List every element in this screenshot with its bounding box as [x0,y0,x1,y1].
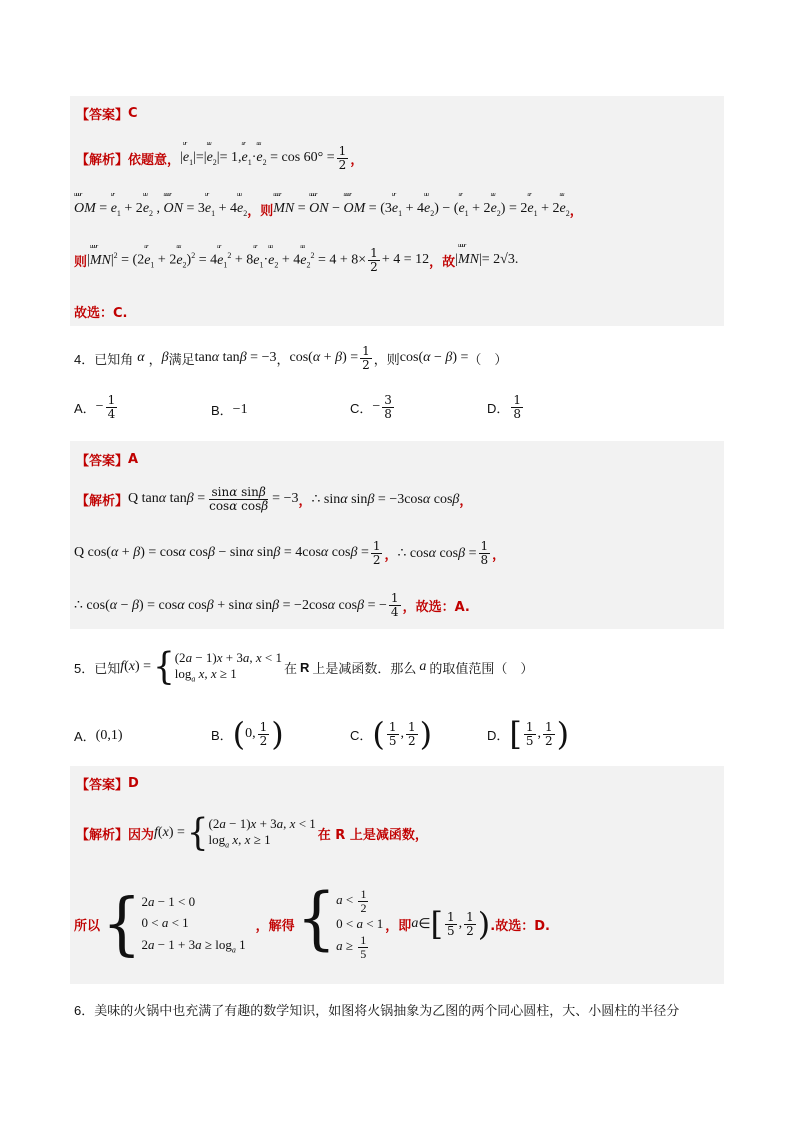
q6-stem-text: 6．美味的火锅中也充满了有趣的数学知识，如图将火锅抽象为乙图的两个同心圆柱，大、小圆柱的半径分 [74,1003,680,1018]
fraction: $\frac{1}{2}$ [372,539,381,567]
analysis-tag: 【解析】 [76,152,129,168]
piecewise: { (2a − 1)x + 3a, x < 1 $\log_a x$, x ≥ 1 [153,645,282,689]
answer-value: D [128,776,139,791]
formula: cos(α + β) = [289,350,359,366]
inequality-system: { 2a − 1 < 0 0 < a < 1 $2a - 1 + 3a \ge \log_a 1$ [102,883,246,964]
formula: ∴ sinα sinβ = −3cosα cosβ [311,491,460,507]
select-answer: 故选：C. [74,306,128,321]
formula: Q cos(α + β) = cosα cosβ − sinα sinβ = 4cosα cosβ = [74,545,369,561]
q5-stem-prefix: 5．已知 [74,660,121,676]
solution-system: { a < $\frac{1}{2}$ 0 < a < 1 a ≥ $\frac{1}{5}$ [296,877,384,961]
analysis-intro: 依题意， [128,152,181,168]
answer-tag: 【答案】 [76,454,129,469]
formula: uuur MN = uuur ON − uuur OM = (3ur $e_1 + 4uu$ $e_2) - (ur$ $e_1 + 2uu$ $e_2) = 2ur$ $e_1 + 2uu$ $e_2$ [273,201,569,218]
formula: Q tanα tanβ = [128,491,206,507]
q4-option-d[interactable]: D． $\frac{1}{8}$ [487,393,522,421]
q4-stem-then: ，则 [373,351,400,367]
q3-analysis-line-3: 则 |uuur $MN|^2 = (2ur$ $e_1 + 2uu$ $e_2)^2 = 4ur$ $e_1^2 + 8ur$ $e_1\cdot uu$ $e_2 + 4uu$ $e_2^2 = 4 + 8\times$ $\frac{1}{2}$ + 4 = 12 ，故 |uuur MN|= 2√3 . [74,247,518,273]
select-answer: 故选：A. [415,599,470,615]
q3-analysis-line-1: 【解析】 依题意， |ur $e_1|=|uu$ $e_2|= 1,ur$ $e_1\cdot uu$ $e_2 = \cos 60^\circ$ = $\frac{1}{2}$ ， [76,145,363,171]
formula: tanα tanβ = −3 [194,350,277,366]
formula: ∴ cosα cosβ = [397,545,477,561]
q5-option-c[interactable]: C． ( $\frac{1}{5}$ , $\frac{1}{2}$ ) [350,715,433,753]
fraction: $\frac{\text{sinα sinβ}}{\text{cosα cosβ}}$ [209,485,269,513]
q5-option-a[interactable]: A． (0,1) [74,727,123,744]
q6-stem [74,1000,679,1019]
formula: |uuur $MN|^2 = (2ur$ $e_1 + 2uu$ $e_2)^2 = 4ur$ $e_1^2 + 8ur$ $e_1\cdot uu$ $e_2 + 4uu$ $e_2^2 = 4 + 8\times$ [87,251,366,269]
q4-analysis-line-1: 【解析】 Q tanα tanβ = $\frac{\text{sinα sinβ}}{\text{cosα cosβ}}$ = −3 ， ∴ sinα sinβ = −3cosα cosβ ， [76,485,473,513]
formula: f(x) = [120,659,152,674]
fraction: $\frac{1}{8}$ [480,539,489,567]
q4-stem: 4．已知角 α ， β 满足 tanα tanβ = −3 ， cos(α + β) = $\frac{1}{2}$ ，则 cos(α − β) = （ ） [74,344,508,372]
formula: cos(α − β) = [399,350,469,366]
q5-analysis-line-2: 所以 { 2a − 1 < 0 0 < a < 1 $2a - 1 + 3a \ge \log_a 1$ ，解得 { a < $\frac{1}{2}$ 0 < a < 1 a ≥ $\frac{1}{5}$ ，即 a ∈ [ $\frac{1}{5}$ , $\frac{1}{2}$ ) .故选：D. [74,877,550,964]
formula: ∴ cos(α − β) = cosα cosβ + sinα sinβ = −2cosα cosβ = − [74,597,387,613]
fraction: $\frac{1}{4}$ [390,591,399,619]
q3-answer-line [76,104,138,123]
q5-analysis-line-1: 【解析】 因为 f(x) = { (2a − 1)x + 3a, x < 1 $\log_a x$, x ≥ 1 在 R 上是减函数， [76,811,428,855]
q4-analysis-line-3: ∴ cos(α − β) = cosα cosβ + sinα sinβ = −2cosα cosβ = − $\frac{1}{4}$ ， 故选：A. [74,591,470,619]
answer-value: A [128,452,139,467]
formula: |uuur MN|= 2√3 [455,252,515,268]
q5-stem: 5．已知 f(x) = { (2a − 1)x + 3a, x < 1 $\log_a x$, x ≥ 1 在 R 上是减函数．那么 a 的取值范围（ ） [74,645,534,689]
analysis-tag: 【解析】 [76,827,129,843]
q5-option-d[interactable]: D． [ $\frac{1}{5}$ , $\frac{1}{2}$ ) [487,715,570,753]
fraction: $\frac{1}{2}$ [338,144,347,172]
formula: |ur $e_1|=|uu$ $e_2|= 1,ur$ $e_1\cdot uu$ $e_2 = \cos 60^\circ$ = [180,150,335,167]
q4-stem-mid: 满足 [168,351,195,367]
select-answer: .故选：D. [490,918,550,934]
fraction: $\frac{1}{2}$ [362,344,370,372]
formula: uuur OM = ur $e_1 + 2uu$ $e_2$ , uuur ON = 3ur $e_1 + 4uu$ $e_2$ [74,201,247,218]
q5-option-b[interactable]: B． ( 0, $\frac{1}{2}$ ) [211,715,284,753]
q4-option-b[interactable]: B． −1 [211,401,248,418]
q4-answer-line [76,450,138,469]
q3-select-line [74,302,127,321]
answer-tag: 【答案】 [76,108,129,123]
q4-option-a[interactable]: A． − $\frac{1}{4}$ [74,393,116,421]
analysis-tag: 【解析】 [76,493,129,509]
formula: f(x) = [154,825,185,840]
q4-stem-prefix: 4．已知角 [74,351,134,367]
piecewise: { (2a − 1)x + 3a, x < 1 $\log_a x$, x ≥ 1 [186,811,316,855]
fraction: $\frac{1}{2}$ [370,246,378,274]
q4-analysis-line-2: Q cos(α + β) = cosα cosβ − sinα sinβ = 4cosα cosβ = $\frac{1}{2}$ ， ∴ cosα cosβ = $\frac{1}{8}$ ， [74,539,506,567]
answer-value: C [128,106,138,121]
q4-option-c[interactable]: C． − $\frac{3}{8}$ [350,393,392,421]
q3-analysis-line-2: uuur OM = ur $e_1 + 2uu$ $e_2$ , uuur ON = 3ur $e_1 + 4uu$ $e_2$ ，则 uuur MN = uuur ON − uuur OM = (3ur $e_1 + 4uu$ $e_2) - (ur$ $e_1 + 2uu$ $e_2) = 2ur$ $e_1 + 2uu$ $e_2$ ， [74,200,583,219]
answer-tag: 【答案】 [76,778,129,793]
q5-answer-line [76,774,139,793]
